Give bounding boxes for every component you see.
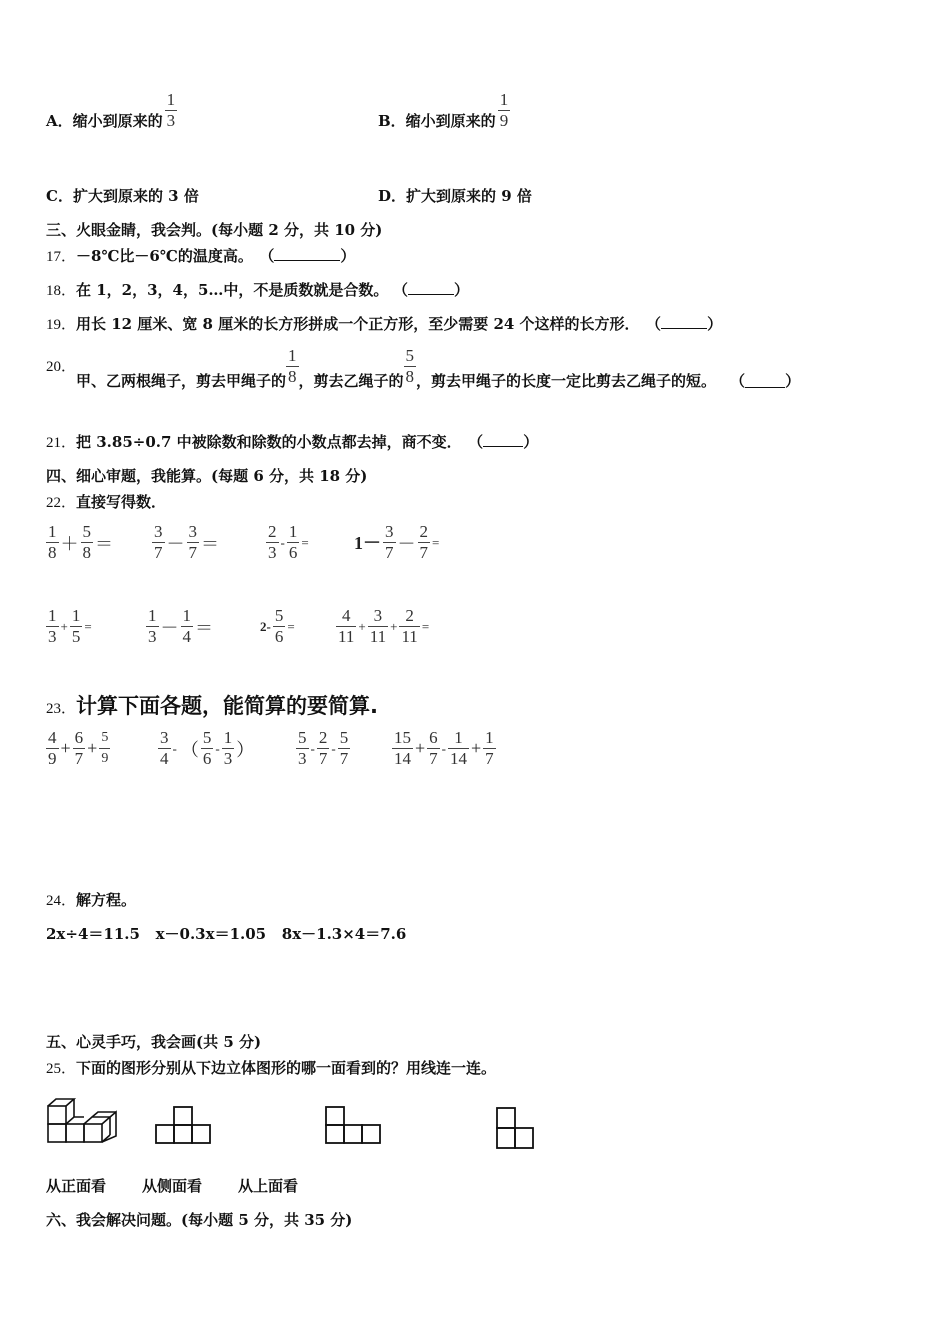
mental-item: $\frac{2}{3}$ - $\frac{1}{6}$ = <box>268 522 309 562</box>
calc-expression-2: $\frac{3}{4}$ - （ $\frac{5}{6}$ - $\frac{1}{3}$ ） <box>160 728 255 768</box>
answer-blank-18[interactable] <box>408 280 454 295</box>
section3-title: 三、火眼金睛，我会判。(每小题 2 分，共 10 分) <box>46 221 383 239</box>
section5-title: 五、心灵手巧，我会画(共 5 分) <box>46 1033 262 1051</box>
q20-fraction-2: $\frac{5}{8}$ <box>405 346 415 386</box>
mental-item: $\frac{1}{3}$ － $\frac{1}{4}$ ＝ <box>148 606 213 646</box>
view-label-side: 从侧面看 <box>142 1177 203 1195</box>
solid-figure-icon <box>44 1094 124 1148</box>
option-a-fraction: $\frac{1}{3}$ <box>166 90 176 130</box>
question-25: 25．下面的图形分别从下边立体图形的哪一面看到的？用线连一连。 <box>46 1059 497 1077</box>
mental-item: $\frac{4}{11}$ + $\frac{3}{11}$ + $\frac{2}{11}$ = <box>338 606 430 646</box>
option-b-label: B．缩小到原来的 <box>378 111 496 130</box>
question-18: 18．在 1，2，3，4，5…中，不是质数就是合数。 （ ） <box>46 281 469 299</box>
option-d[interactable]: D．扩大到原来的 9 倍 <box>378 187 532 205</box>
section6-title: 六、我会解决问题。(每小题 5 分，共 35 分) <box>46 1211 353 1229</box>
equations-line: 2x÷4＝11.5 x－0.3x＝1.05 8x－1.3×4＝7.6 <box>46 925 407 943</box>
view-label-top: 从上面看 <box>238 1177 299 1195</box>
answer-blank-19[interactable] <box>661 314 707 329</box>
mental-item: 1－ $\frac{3}{7}$ － $\frac{2}{7}$ = <box>354 522 440 562</box>
answer-blank-21[interactable] <box>483 432 523 447</box>
question-23: 23．计算下面各题，能简算的要简算. <box>46 694 378 718</box>
view-shape-2[interactable] <box>324 1104 382 1146</box>
question-17: 17．－8℃比－6℃的温度高。 （ ） <box>46 247 356 265</box>
question-24: 24．解方程。 <box>46 891 137 909</box>
mental-item: $\frac{1}{3}$ + $\frac{1}{5}$ = <box>48 606 92 646</box>
answer-blank-20[interactable] <box>745 373 785 388</box>
option-b[interactable] <box>378 90 510 141</box>
view-label-front: 从正面看 <box>46 1177 107 1195</box>
option-b-fraction: $\frac{1}{9}$ <box>499 90 509 130</box>
calc-expression-1: $\frac{4}{9}$ + $\frac{6}{7}$ + $\frac{5}{9}$ <box>48 728 109 768</box>
mental-item: $\frac{1}{8}$ ＋ $\frac{5}{8}$ ＝ <box>48 522 113 562</box>
answer-blank-17[interactable] <box>274 246 340 261</box>
option-a-label: A．缩小到原来的 <box>46 111 163 130</box>
option-c[interactable]: C．扩大到原来的 3 倍 <box>46 187 199 205</box>
question-20: 20． 甲、乙两根绳子，剪去甲绳子的 $\frac{1}{8}$ ，剪去乙绳子的 $\frac{5}{8}$ ，剪去甲绳子的长度一定比剪去乙绳子的短。 （ ） <box>46 346 801 390</box>
calc-expression-4: $\frac{15}{14}$ + $\frac{6}{7}$ - $\frac{1}{14}$ + $\frac{1}{7}$ <box>394 728 494 768</box>
mental-item: 2- $\frac{5}{6}$ = <box>260 606 295 646</box>
q20-fraction-1: $\frac{1}{8}$ <box>288 346 297 386</box>
view-shape-1[interactable] <box>154 1104 212 1146</box>
question-21: 21．把 3.85÷0.7 中被除数和除数的小数点都去掉，商不变． （ ） <box>46 433 539 451</box>
section4-title: 四、细心审题，我能算。(每题 6 分，共 18 分) <box>46 467 368 485</box>
calc-expression-3: $\frac{5}{3}$ - $\frac{2}{7}$ - $\frac{5}{7}$ <box>298 728 349 768</box>
question-19: 19．用长 12 厘米、宽 8 厘米的长方形拼成一个正方形，至少需要 24 个这样的长方形． （ ） <box>46 315 723 333</box>
mental-item: $\frac{3}{7}$ － $\frac{3}{7}$ ＝ <box>154 522 219 562</box>
view-shape-3[interactable] <box>494 1104 536 1152</box>
question-22: 22．直接写得数． <box>46 493 167 511</box>
option-a[interactable] <box>46 90 177 141</box>
